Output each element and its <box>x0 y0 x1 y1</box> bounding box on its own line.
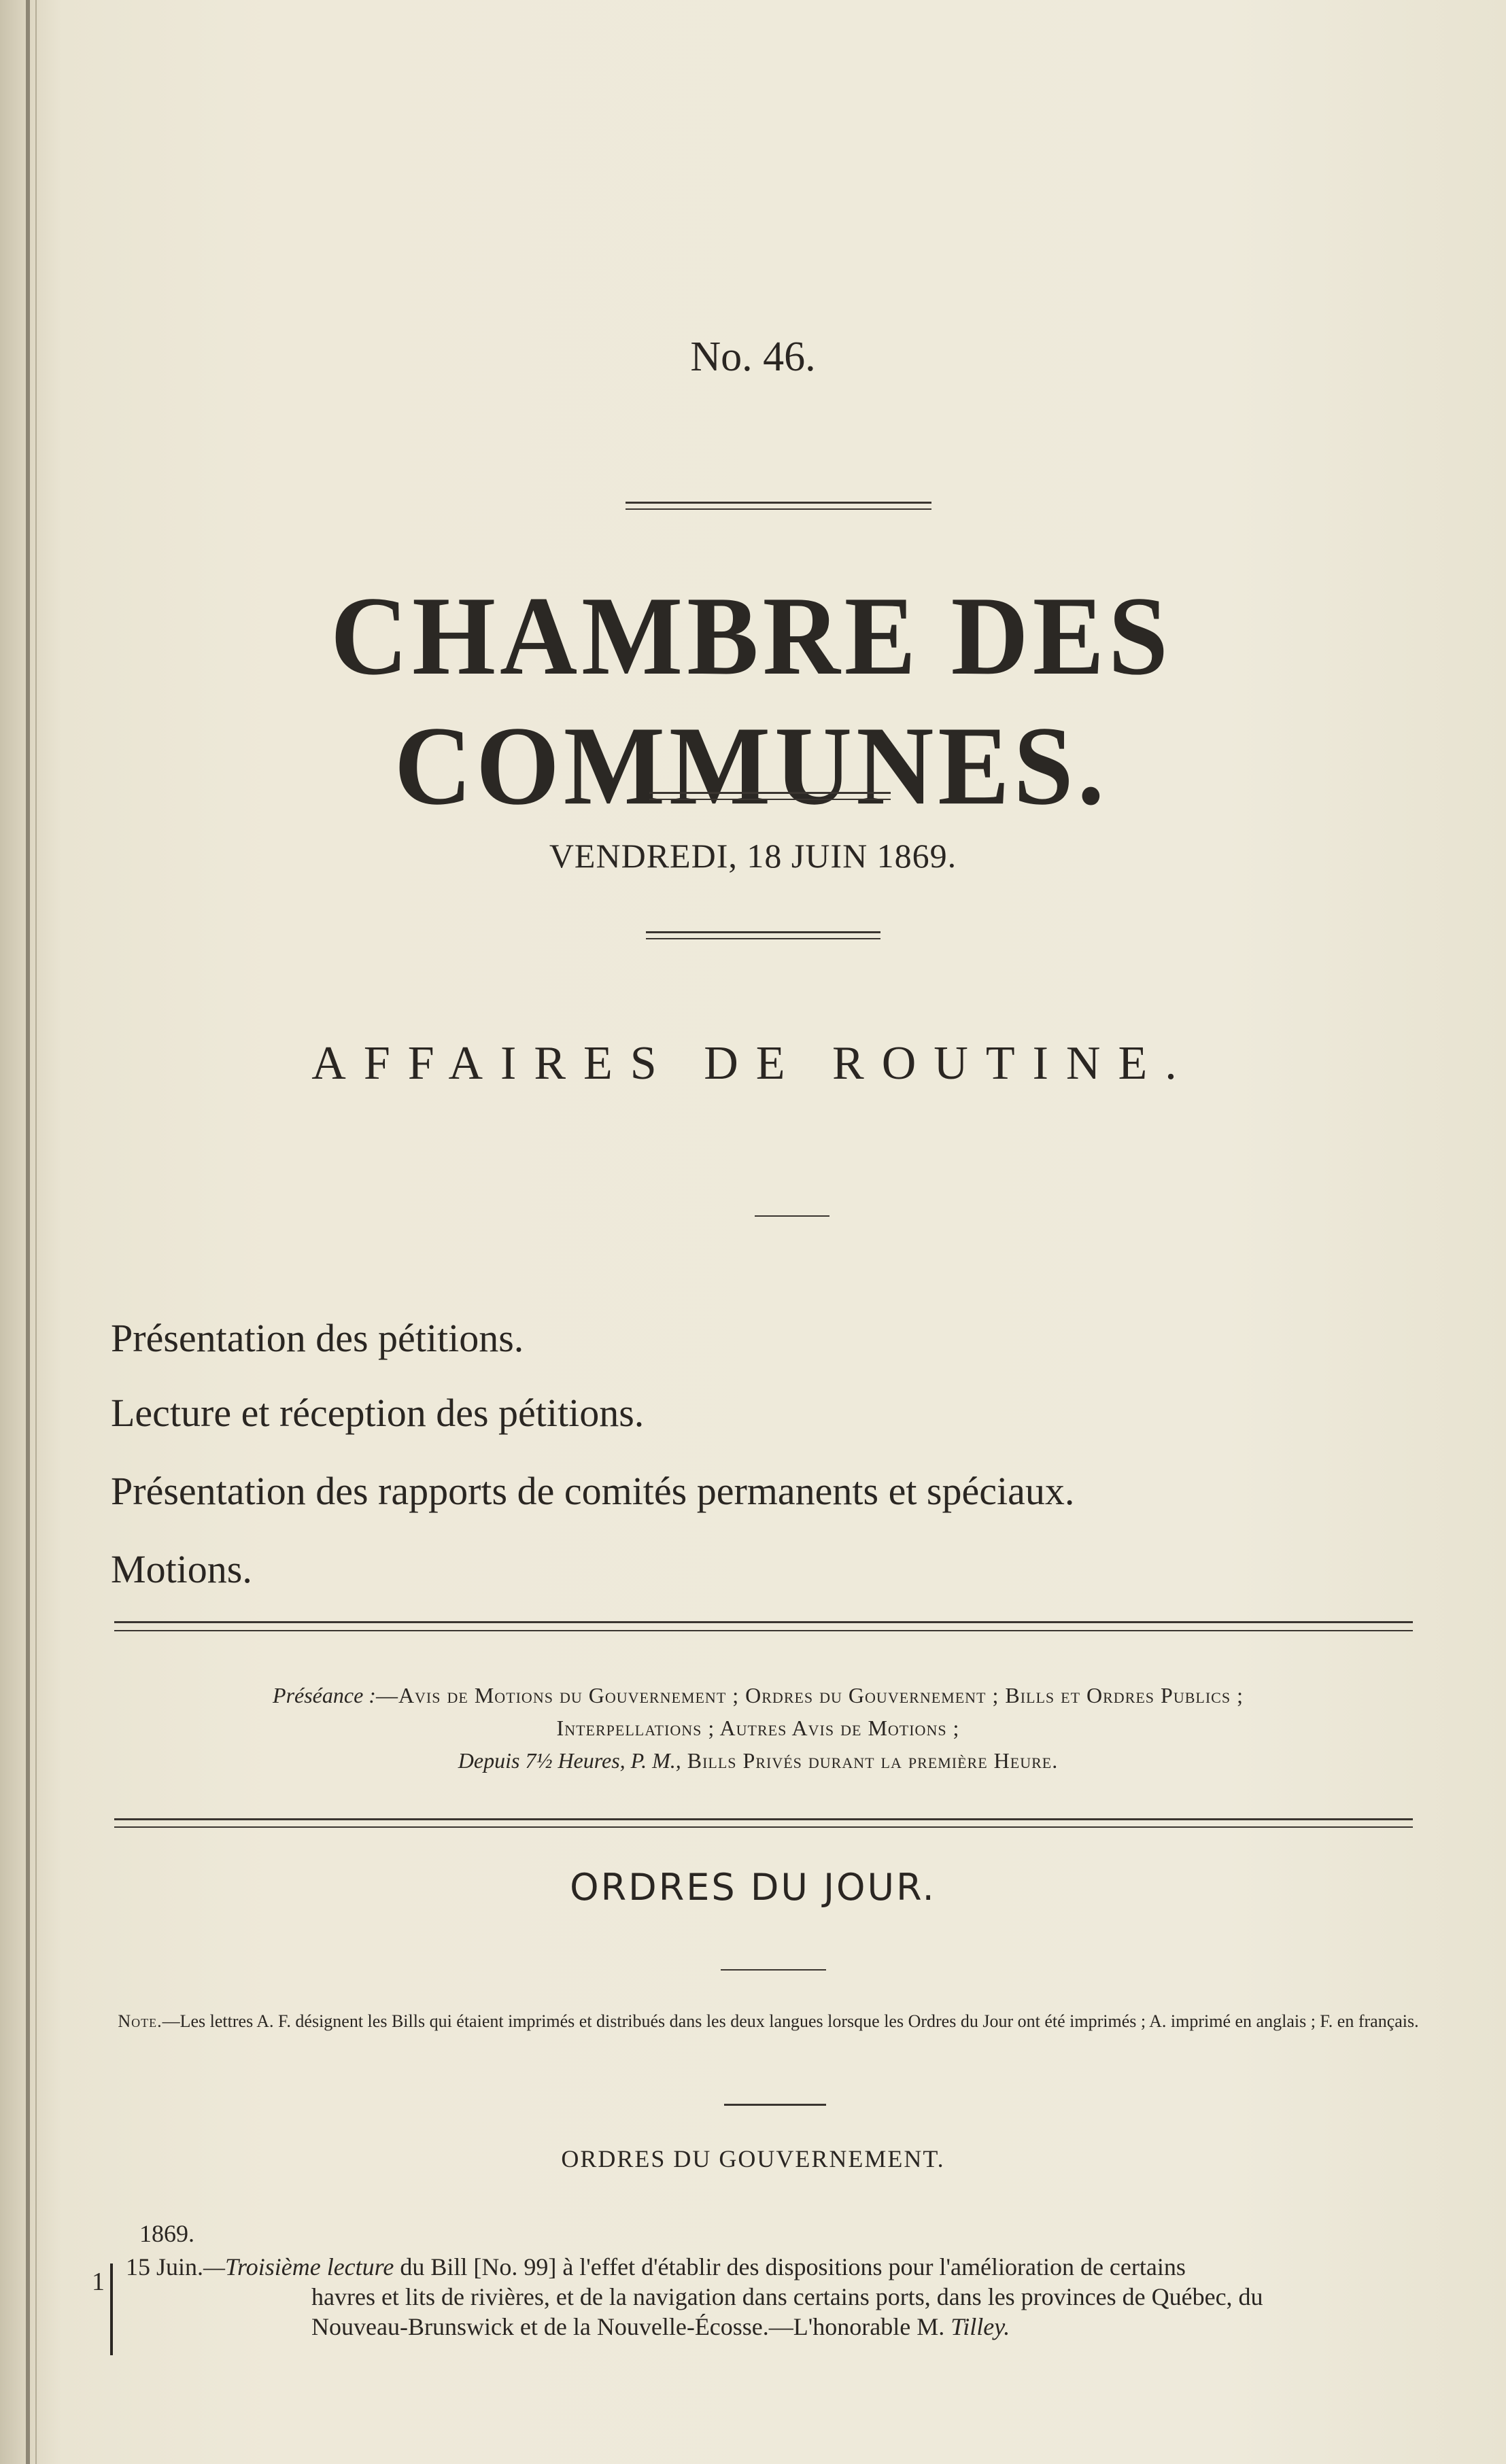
routine-title: AFFAIRES DE ROUTINE. <box>311 1037 1195 1090</box>
house-title: CHAMBRE DES COMMUNES. <box>330 574 1172 829</box>
routine-item: Présentation des rapports de comités permanents et spéciaux. <box>111 1469 1075 1513</box>
orders-of-day-heading: ORDRES DU JOUR. <box>570 1866 936 1909</box>
order-item-text-3: Nouveau-Brunswick et de la Nouvelle-Écosse.—L'honorable M. <box>311 2313 951 2340</box>
precedence-text-2: Interpellations ; Autres Avis de Motions ; <box>556 1716 960 1740</box>
order-item-text-2: havres et lits de rivières, et de la navigation dans certains ports, dans les provinces de Québec, du <box>311 2283 1263 2310</box>
rule-house-1 <box>649 792 891 794</box>
note-label: Note. <box>118 2011 162 2031</box>
precedence-label: Préséance : <box>273 1683 376 1707</box>
order-item-sponsor: Tilley. <box>951 2313 1010 2340</box>
rule-top-2 <box>626 508 931 510</box>
rule-top-1 <box>626 502 931 504</box>
page-number: No. 46. <box>690 334 816 380</box>
order-item-text-1: du Bill [No. 99] à l'effet d'établir des dispositions pour l'amélioration de certains <box>394 2253 1186 2280</box>
precedence-text-1: —Avis de Motions du Gouvernement ; Ordres du Gouvernement ; Bills et Ordres Publics ; <box>375 1683 1244 1707</box>
precedence-line-1 <box>82 1679 1435 1712</box>
rule-precedence-bottom-1 <box>114 1818 1413 1820</box>
rule-note <box>724 2104 826 2106</box>
precedence-hours: Depuis 7½ Heures, P. M., <box>458 1748 681 1773</box>
rule-precedence-top-2 <box>114 1630 1413 1631</box>
order-item-date: 15 Juin. <box>126 2253 204 2280</box>
precedence-block <box>82 1679 1435 1777</box>
rule-house-2 <box>649 799 891 800</box>
year-label: 1869. <box>139 2220 194 2247</box>
rule-date-2 <box>646 938 880 939</box>
routine-item: Lecture et réception des pétitions. <box>111 1391 645 1435</box>
order-item-number: 1 <box>92 2268 105 2296</box>
rule-date-1 <box>646 931 880 933</box>
rule-precedence-top-1 <box>114 1621 1413 1623</box>
routine-item: Présentation des pétitions. <box>111 1316 524 1360</box>
order-item <box>126 2252 1418 2342</box>
rule-precedence-bottom-2 <box>114 1826 1413 1828</box>
note-text: —Les lettres A. F. désignent les Bills qui étaient imprimés et distribués dans les deux langues lorsque les Ordres du Jour ont été imprimés ; A. imprimé en anglais ; F. en français. <box>162 2011 1419 2031</box>
order-item-bar <box>110 2263 113 2355</box>
precedence-line-3 <box>82 1744 1435 1777</box>
government-orders-heading: ORDRES DU GOUVERNEMENT. <box>561 2145 945 2172</box>
ornament-divider <box>755 1215 829 1217</box>
note-block <box>112 2009 1424 2034</box>
routine-item: Motions. <box>111 1547 252 1591</box>
sitting-date: VENDREDI, 18 JUIN 1869. <box>549 837 957 875</box>
ornament-divider-2 <box>721 1969 826 1971</box>
order-item-line-3 <box>126 2312 1418 2342</box>
order-item-reading: —Troisième lecture <box>203 2253 394 2280</box>
precedence-text-3: Bills Privés durant la première Heure. <box>681 1748 1059 1773</box>
